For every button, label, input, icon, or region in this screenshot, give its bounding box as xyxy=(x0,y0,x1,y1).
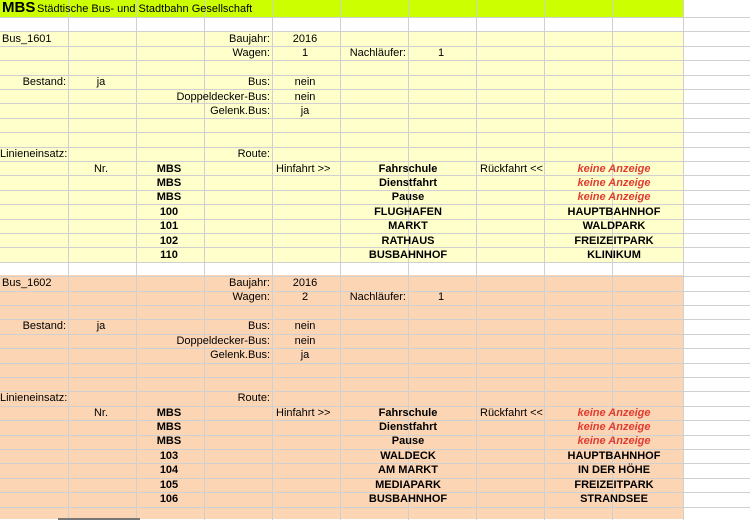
hinfahrt-destination[interactable]: BUSBAHNHOF xyxy=(368,493,448,505)
column-gridline xyxy=(544,0,545,520)
gelenkbus-label[interactable]: Gelenk.Bus: xyxy=(210,105,270,117)
bestand-value[interactable]: ja xyxy=(96,320,106,332)
line-number[interactable]: 103 xyxy=(159,450,179,462)
line-number[interactable]: MBS xyxy=(156,435,182,447)
rueckfahrt-destination[interactable]: HAUPTBAHNHOF xyxy=(567,206,661,218)
rueckfahrt-destination[interactable]: IN DER HÖHE xyxy=(577,464,651,476)
bus-type-value[interactable]: nein xyxy=(294,320,316,332)
rueckfahrt-label[interactable]: Rückfahrt << xyxy=(480,407,543,419)
hinfahrt-destination[interactable]: MEDIAPARK xyxy=(375,479,441,491)
row-gridline xyxy=(0,276,750,277)
column-gridline xyxy=(683,0,684,520)
line-number[interactable]: MBS xyxy=(156,191,182,203)
rueckfahrt-destination[interactable]: keine Anzeige xyxy=(577,191,651,203)
rueckfahrt-destination[interactable]: HAUPTBAHNHOF xyxy=(567,450,661,462)
wagen-label[interactable]: Wagen: xyxy=(232,47,270,59)
nachlaeufer-label[interactable]: Nachläufer: xyxy=(349,291,406,303)
row-gridline xyxy=(0,132,750,133)
baujahr-value[interactable]: 2016 xyxy=(292,33,318,45)
row-gridline xyxy=(0,31,750,32)
rueckfahrt-destination[interactable]: keine Anzeige xyxy=(577,421,651,433)
hinfahrt-destination[interactable]: RATHAUS xyxy=(381,235,435,247)
linieneinsatz-label[interactable]: Linieneinsatz: xyxy=(0,148,68,160)
baujahr-label[interactable]: Baujahr: xyxy=(229,33,270,45)
rueckfahrt-destination[interactable]: FREIZEITPARK xyxy=(574,479,654,491)
line-number[interactable]: 104 xyxy=(159,464,179,476)
hinfahrt-destination[interactable]: BUSBAHNHOF xyxy=(368,249,448,261)
gelenkbus-label[interactable]: Gelenk.Bus: xyxy=(210,349,270,361)
brand-title[interactable]: MBS xyxy=(2,0,36,16)
row-gridline xyxy=(0,377,750,378)
hinfahrt-destination[interactable]: Fahrschule xyxy=(378,163,438,175)
hinfahrt-destination[interactable]: FLUGHAFEN xyxy=(374,206,442,218)
row-gridline xyxy=(0,17,750,18)
line-number[interactable]: MBS xyxy=(156,421,182,433)
hinfahrt-label[interactable]: Hinfahrt >> xyxy=(276,407,331,419)
doppeldecker-label[interactable]: Doppeldecker-Bus: xyxy=(176,91,270,103)
nachlaeufer-value[interactable]: 1 xyxy=(437,47,445,59)
bus-type-label[interactable]: Bus: xyxy=(247,320,270,332)
line-number[interactable]: 101 xyxy=(159,220,179,232)
hinfahrt-label[interactable]: Hinfahrt >> xyxy=(276,163,331,175)
line-number[interactable]: 102 xyxy=(159,235,179,247)
line-number[interactable]: MBS xyxy=(156,177,182,189)
row-gridline xyxy=(0,391,750,392)
nr-column-label[interactable]: Nr. xyxy=(93,407,108,419)
row-gridline xyxy=(0,507,750,508)
hinfahrt-destination[interactable]: AM MARKT xyxy=(378,464,438,476)
wagen-value[interactable]: 2 xyxy=(301,291,309,303)
hinfahrt-destination[interactable]: Dienstfahrt xyxy=(378,421,438,433)
nr-column-label[interactable]: Nr. xyxy=(93,163,108,175)
hinfahrt-destination[interactable]: Pause xyxy=(391,435,425,447)
line-number[interactable]: MBS xyxy=(156,163,182,175)
doppeldecker-value[interactable]: nein xyxy=(294,91,316,103)
hinfahrt-destination[interactable]: Pause xyxy=(391,191,425,203)
bus-type-label[interactable]: Bus: xyxy=(247,76,270,88)
rueckfahrt-destination[interactable]: keine Anzeige xyxy=(577,163,651,175)
hinfahrt-destination[interactable]: WALDECK xyxy=(380,450,436,462)
bestand-label[interactable]: Bestand: xyxy=(22,76,66,88)
nachlaeufer-value[interactable]: 1 xyxy=(437,291,445,303)
baujahr-value[interactable]: 2016 xyxy=(292,277,318,289)
baujahr-label[interactable]: Baujahr: xyxy=(229,277,270,289)
row-gridline xyxy=(0,147,750,148)
rueckfahrt-destination[interactable]: keine Anzeige xyxy=(577,435,651,447)
line-number[interactable]: 105 xyxy=(159,479,179,491)
column-gridline xyxy=(476,0,477,520)
row-gridline xyxy=(0,103,750,104)
linieneinsatz-label[interactable]: Linieneinsatz: xyxy=(0,392,68,404)
bus-type-value[interactable]: nein xyxy=(294,76,316,88)
rueckfahrt-destination[interactable]: keine Anzeige xyxy=(577,407,651,419)
row-gridline xyxy=(0,262,750,263)
rueckfahrt-destination[interactable]: FREIZEITPARK xyxy=(574,235,654,247)
gelenkbus-value[interactable]: ja xyxy=(300,349,310,361)
row-gridline xyxy=(0,348,750,349)
rueckfahrt-destination[interactable]: KLINIKUM xyxy=(587,249,641,261)
hinfahrt-destination[interactable]: Fahrschule xyxy=(378,407,438,419)
line-number[interactable]: 110 xyxy=(160,249,178,261)
rueckfahrt-destination[interactable]: WALDPARK xyxy=(582,220,646,232)
rueckfahrt-destination[interactable]: keine Anzeige xyxy=(577,177,651,189)
row-gridline xyxy=(0,363,750,364)
bestand-value[interactable]: ja xyxy=(96,76,106,88)
bus-id[interactable]: Bus_1601 xyxy=(2,33,52,45)
gelenkbus-value[interactable]: ja xyxy=(300,105,310,117)
bus-id[interactable]: Bus_1602 xyxy=(2,277,52,289)
route-label[interactable]: Route: xyxy=(237,148,270,160)
rueckfahrt-label[interactable]: Rückfahrt << xyxy=(480,163,543,175)
row-gridline xyxy=(0,334,750,335)
line-number[interactable]: MBS xyxy=(156,407,182,419)
row-gridline xyxy=(0,60,750,61)
wagen-value[interactable]: 1 xyxy=(301,47,309,59)
hinfahrt-destination[interactable]: MARKT xyxy=(388,220,428,232)
row-gridline xyxy=(0,305,750,306)
row-gridline xyxy=(0,118,750,119)
bestand-label[interactable]: Bestand: xyxy=(22,320,66,332)
row-gridline xyxy=(0,89,750,90)
wagen-label[interactable]: Wagen: xyxy=(232,291,270,303)
doppeldecker-value[interactable]: nein xyxy=(294,335,316,347)
hinfahrt-destination[interactable]: Dienstfahrt xyxy=(378,177,438,189)
line-number[interactable]: 106 xyxy=(159,493,179,505)
route-label[interactable]: Route: xyxy=(237,392,270,404)
company-subtitle[interactable]: Städtische Bus- und Stadtbahn Gesellschaft xyxy=(37,3,253,15)
line-number[interactable]: 100 xyxy=(159,206,179,218)
rueckfahrt-destination[interactable]: STRANDSEE xyxy=(580,493,648,505)
nachlaeufer-label[interactable]: Nachläufer: xyxy=(349,47,406,59)
doppeldecker-label[interactable]: Doppeldecker-Bus: xyxy=(176,335,270,347)
